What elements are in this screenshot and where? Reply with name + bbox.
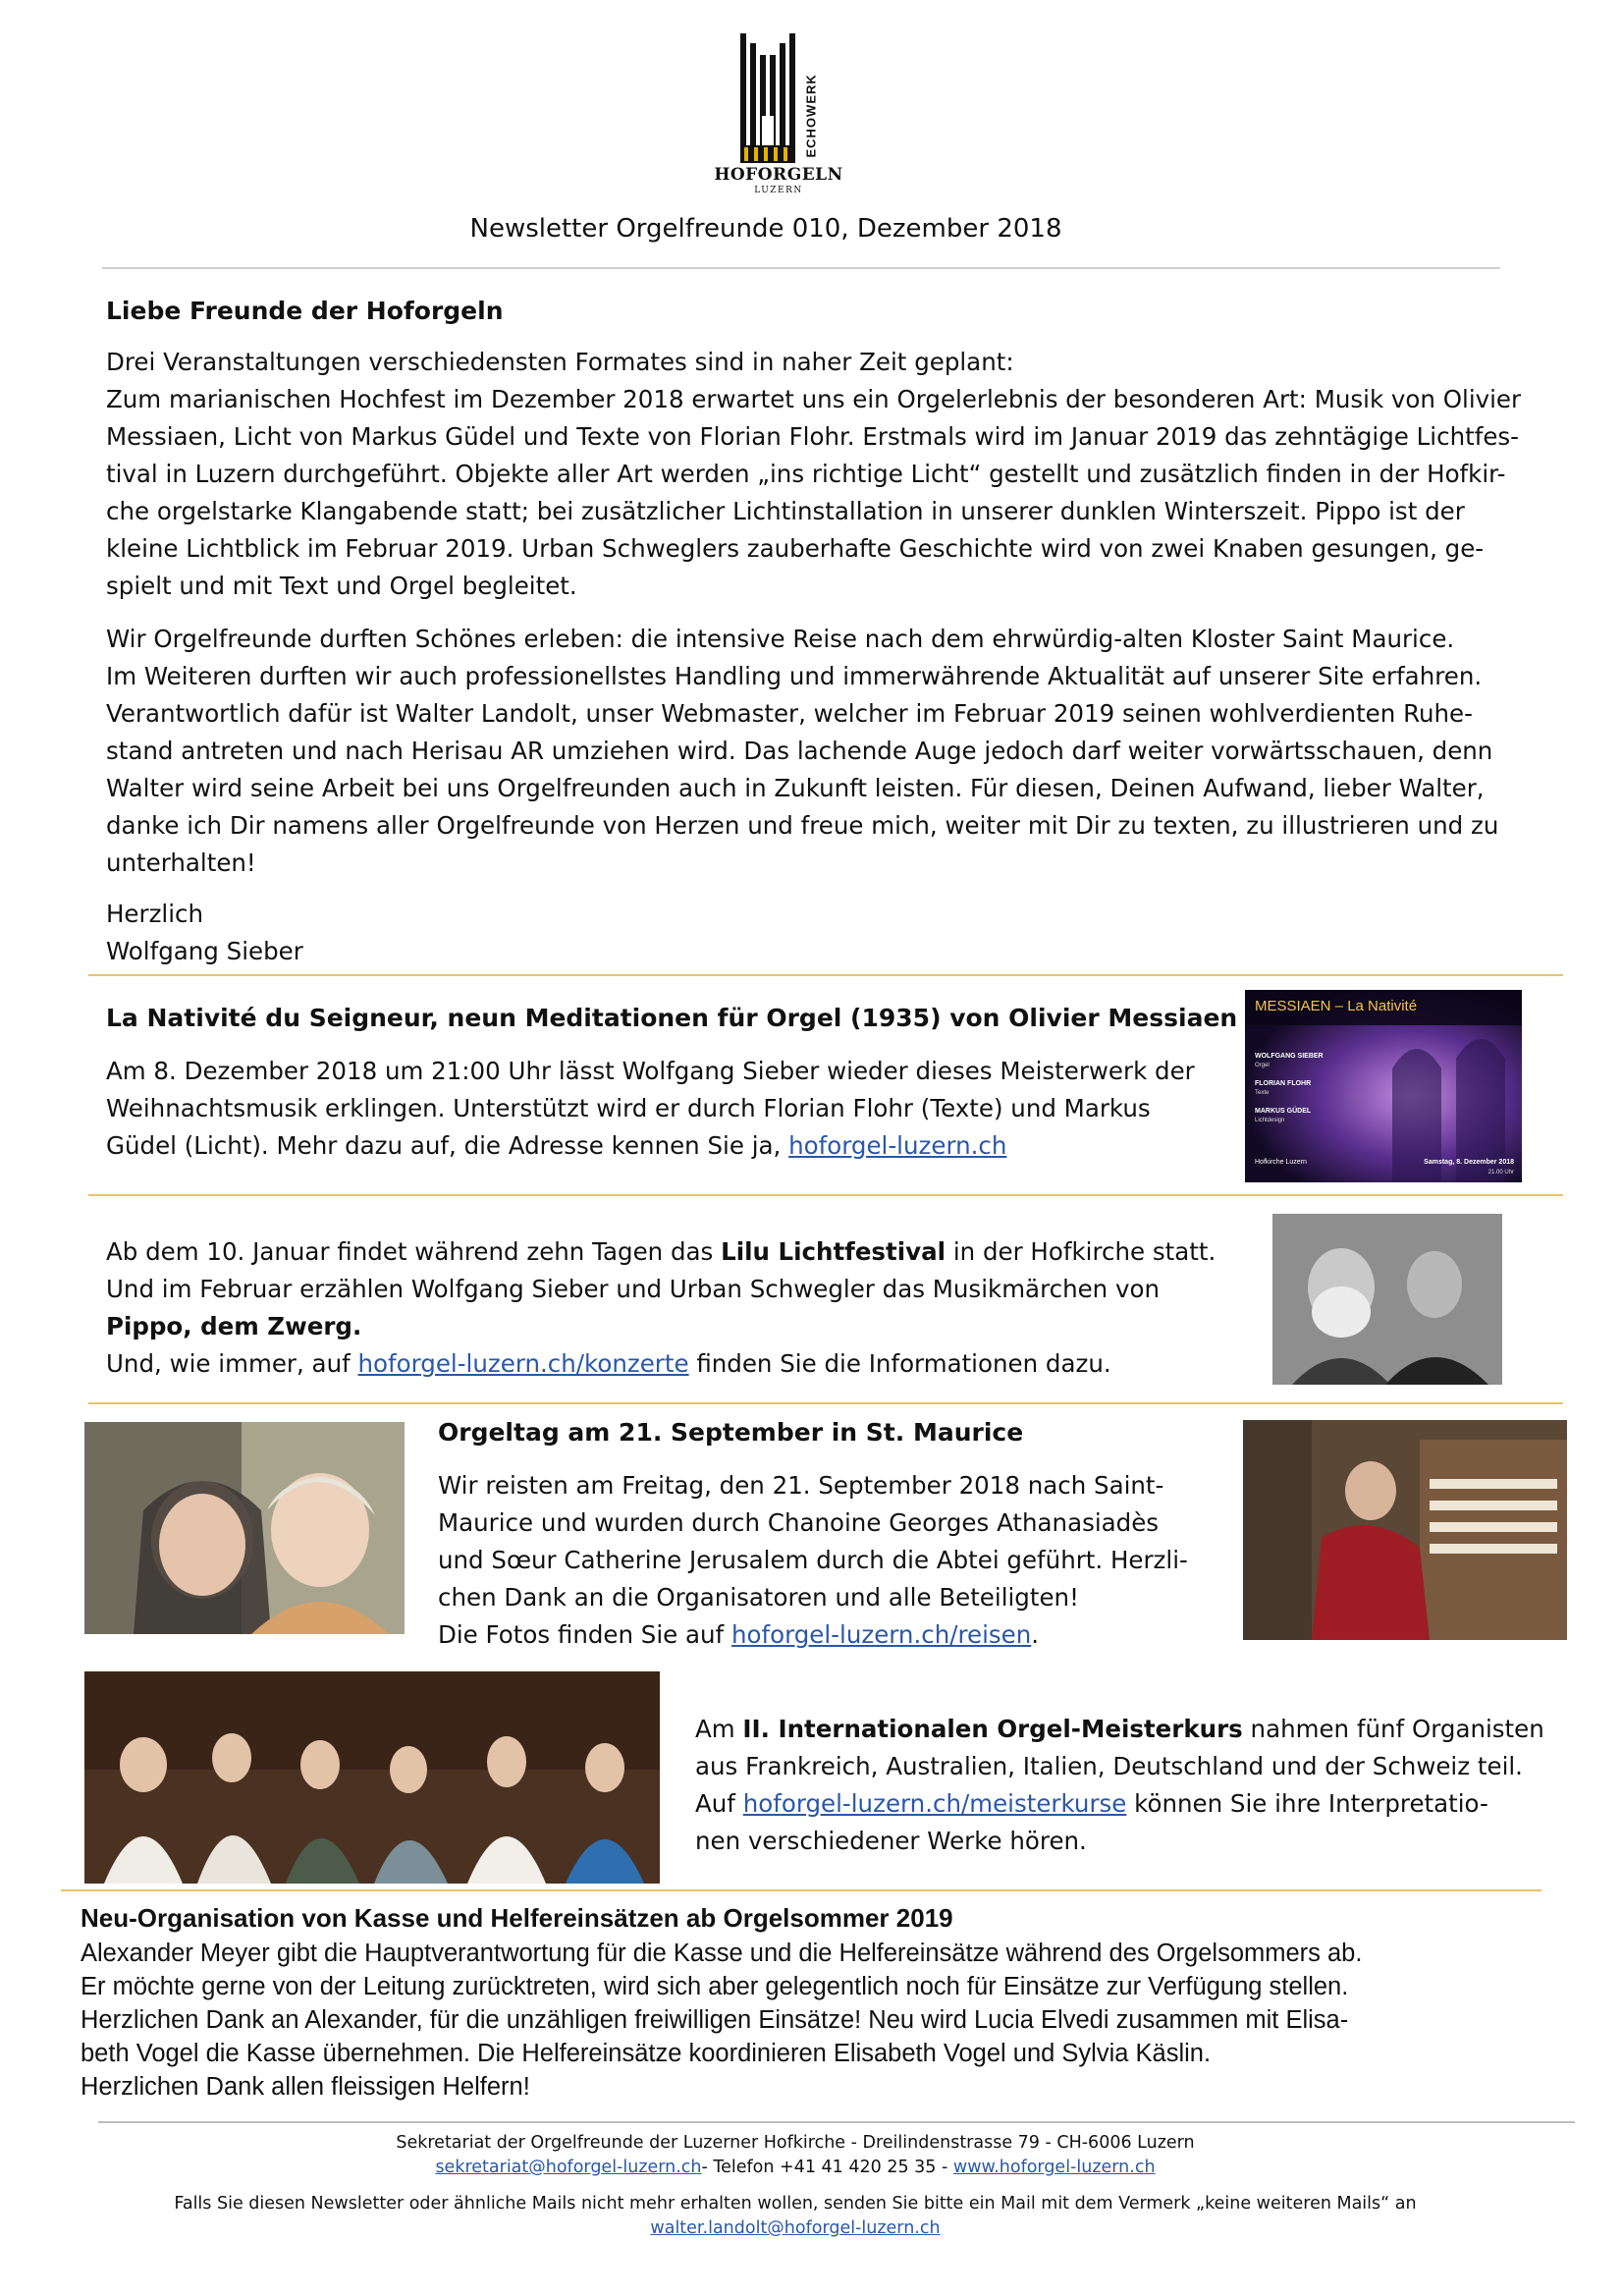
poster-role-3: Lichtdesign [1255,1118,1285,1123]
text-line: kleine Lichtblick im Februar 2019. Urban Schweglers zauberhafte Geschichte wird von zwei Knaben gesungen, ge- [106,534,1485,563]
logo-city: LUZERN [754,186,803,195]
text-line: Herzlichen Dank an Alexander, für die unzähligen freiwilligen Einsätze! Neu wird Lucia Elvedi zusammen mit Elisa- [81,2006,1349,2034]
text-line: Verantwortlich dafür ist Walter Landolt, unser Webmaster, welcher im Februar 2019 seinen wohlverdienten Ruhe- [106,699,1473,728]
text-line: Im Weiteren durften wir auch professionellstes Handling und immerwährende Aktualität auf unserer Site erfahren. [106,662,1483,690]
messiaen-text [106,1053,1235,1165]
intro-paragraph-1 [106,344,1540,605]
text-line: tival in Luzern durchgeführt. Objekte aller Art werden „ins richtige Licht“ gestellt und zusätzlich finden in der Hofkir- [106,460,1506,488]
section-divider [88,1402,1563,1404]
text-line: Walter wird seine Arbeit bei uns Orgelfreunden auch in Zukunft leisten. Für diesen, Deinen Aufwand, lieber Walter, [106,774,1485,802]
text-line: Güdel (Licht). Mehr dazu auf, die Adresse kennen Sie ja, hoforgel-luzern.ch [106,1131,1007,1160]
group-of-organists-icon [84,1671,660,1884]
hoforgel-link[interactable]: hoforgel-luzern.ch [788,1131,1007,1160]
intro-paragraph-2 [106,621,1540,882]
lilu-text [106,1233,1265,1383]
orgeltag-text [438,1467,1243,1654]
text-line: Ab dem 10. Januar findet während zehn Tagen das Lilu Lichtfestival in der Hofkirche statt. [106,1237,1216,1266]
text-line: Pippo, dem Zwerg. [106,1312,362,1340]
text-line: nen verschiedener Werke hören. [695,1827,1087,1855]
meisterkurse-link[interactable]: hoforgel-luzern.ch/meisterkurse [742,1789,1127,1818]
text-line: aus Frankreich, Australien, Italien, Deutschland und der Schweiz teil. [695,1752,1523,1780]
text-line: Am II. Internationalen Orgel-Meisterkurs nahmen fünf Organisten [695,1715,1544,1743]
unsubscribe-email-link[interactable]: walter.landolt@hoforgel-luzern.ch [650,2218,941,2238]
website-link[interactable]: www.hoforgel-luzern.ch [952,2158,1156,2177]
reisen-link[interactable]: hoforgel-luzern.ch/reisen [730,1620,1032,1649]
section-divider [88,1194,1563,1196]
text-line: spielt und mit Text und Orgel begleitet. [106,572,577,600]
text-line: Maurice und wurden durch Chanoine Georges Athanasiadès [438,1508,1160,1537]
messiaen-heading: La Nativité du Seigneur, neun Meditationen für Orgel (1935) von Olivier Messiaen [106,1004,1238,1032]
text-line: stand antreten und nach Herisau AR umziehen wird. Das lachende Auge jedoch darf weiter vorwärtsschauen, denn [106,737,1493,765]
footer [59,2131,1532,2241]
text-line: Drei Veranstaltungen verschiedensten Formates sind in naher Zeit geplant: [106,348,1014,376]
newsletter-title: Newsletter Orgelfreunde 010, Dezember 2018 [469,214,1062,244]
logo-name: HOFORGELN [714,165,843,185]
top-divider [102,267,1500,269]
meisterkurs-group-photo [84,1671,660,1884]
poster-name-2: FLORIAN FLOHR [1255,1080,1312,1087]
poster-title: MESSIAEN – La Nativité [1255,998,1418,1014]
nuns-photo [84,1422,405,1634]
unsubscribe-note: Falls Sie diesen Newsletter oder ähnliche Mails nicht mehr erhalten wollen, senden Sie bitte ein Mail mit dem Vermerk „keine weiteren Mails“ an [174,2194,1417,2214]
footer-contact: sekretariat@hoforgel-luzern.ch- Telefon +41 41 420 25 35 - www.hoforgel-luzern.ch [435,2158,1156,2177]
footer-address: Sekretariat der Orgelfreunde der Luzerner Hofkirche - Dreilindenstrasse 79 - CH-6006 Luzern [396,2133,1195,2153]
poster-role-1: Orgel [1255,1063,1270,1068]
poster-venue: Hofkirche Luzern [1255,1159,1307,1166]
organist-photo [1243,1420,1567,1640]
text-line: Alexander Meyer gibt die Hauptverantwortung für die Kasse und die Helfereinsätze während des Orgelsommers ab. [81,1940,1363,1967]
text-line: danke ich Dir namens aller Orgelfreunde von Herzen und freue mich, weiter mit Dir zu texten, zu illustrieren und zu [106,811,1499,840]
poster-name-1: WOLFGANG SIEBER [1255,1053,1324,1060]
closing: Herzlich [106,900,204,928]
section-divider [61,1889,1541,1891]
footer-divider [98,2121,1575,2123]
text-line: Zum marianischen Hochfest im Dezember 2018 erwartet uns ein Orgelerlebnis der besonderen Art: Musik von Olivier [106,385,1522,413]
two-men-portrait-icon [1272,1214,1502,1385]
text-line: che orgelstarke Klangabende statt; bei zusätzlicher Lichtinstallation in unserer dunklen Winterszeit. Pippo ist der [106,497,1465,525]
text-line: Auf hoforgel-luzern.ch/meisterkurse können Sie ihre Interpretatio- [695,1789,1488,1818]
kasse-text [81,1937,1593,2104]
messiaen-poster [1245,990,1522,1182]
konzerte-link[interactable]: hoforgel-luzern.ch/konzerte [357,1349,689,1378]
meisterkurs-text [695,1711,1559,1860]
poster-name-3: MARKUS GÜDEL [1255,1108,1312,1115]
organist-at-console-icon [1243,1420,1567,1640]
two-women-photo-icon [84,1422,405,1634]
text-line: Und im Februar erzählen Wolfgang Sieber und Urban Schwegler das Musikmärchen von [106,1275,1161,1303]
text-line: Die Fotos finden Sie auf hoforgel-luzern.ch/reisen. [438,1620,1040,1649]
text-line: unterhalten! [106,848,256,877]
poster-role-2: Texte [1255,1090,1270,1096]
signature: Wolfgang Sieber [106,937,303,965]
section-divider [88,974,1563,976]
kasse-heading: Neu-Organisation von Kasse und Helfereinsätzen ab Orgelsommer 2019 [81,1903,953,1933]
text-line: Herzlichen Dank allen fleissigen Helfern! [81,2073,530,2101]
logo-vertical-text: ECHOWERK [803,74,819,158]
orgeltag-heading: Orgeltag am 21. September in St. Maurice [438,1418,1024,1447]
poster-date: Samstag, 8. Dezember 2018 [1424,1159,1514,1166]
text-line: Er möchte gerne von der Leitung zurücktreten, wird sich aber gelegentlich noch für Einsätze zur Verfügung stellen. [81,1973,1349,2000]
text-line: und Sœur Catherine Jerusalem durch die Abtei geführt. Herzli- [438,1546,1188,1574]
poster-time: 21.00 Uhr [1487,1170,1514,1175]
secretariat-email-link[interactable]: sekretariat@hoforgel-luzern.ch [435,2158,702,2177]
text-line: Und, wie immer, auf hoforgel-luzern.ch/konzerte finden Sie die Informationen dazu. [106,1349,1111,1378]
text-line: Wir Orgelfreunde durften Schönes erleben: die intensive Reise nach dem ehrwürdig-alten Kloster Saint Maurice. [106,625,1455,653]
text-line: Weihnachtsmusik erklingen. Unterstützt wird er durch Florian Flohr (Texte) und Markus [106,1094,1151,1122]
text-line: beth Vogel die Kasse übernehmen. Die Helfereinsätze koordinieren Elisabeth Vogel und Sylvia Käslin. [81,2040,1212,2067]
text-line: Am 8. Dezember 2018 um 21:00 Uhr lässt Wolfgang Sieber wieder dieses Meisterwerk der [106,1057,1195,1085]
text-line: Messiaen, Licht von Markus Güdel und Texte von Florian Flohr. Erstmals wird im Januar 2019 das zehntägige Lichtfes- [106,422,1520,451]
portrait-photo [1272,1214,1502,1385]
intro-heading: Liebe Freunde der Hoforgeln [106,297,504,325]
text-line: Wir reisten am Freitag, den 21. September 2018 nach Saint- [438,1471,1164,1500]
text-line: chen Dank an die Organisatoren und alle Beteiligten! [438,1583,1079,1612]
